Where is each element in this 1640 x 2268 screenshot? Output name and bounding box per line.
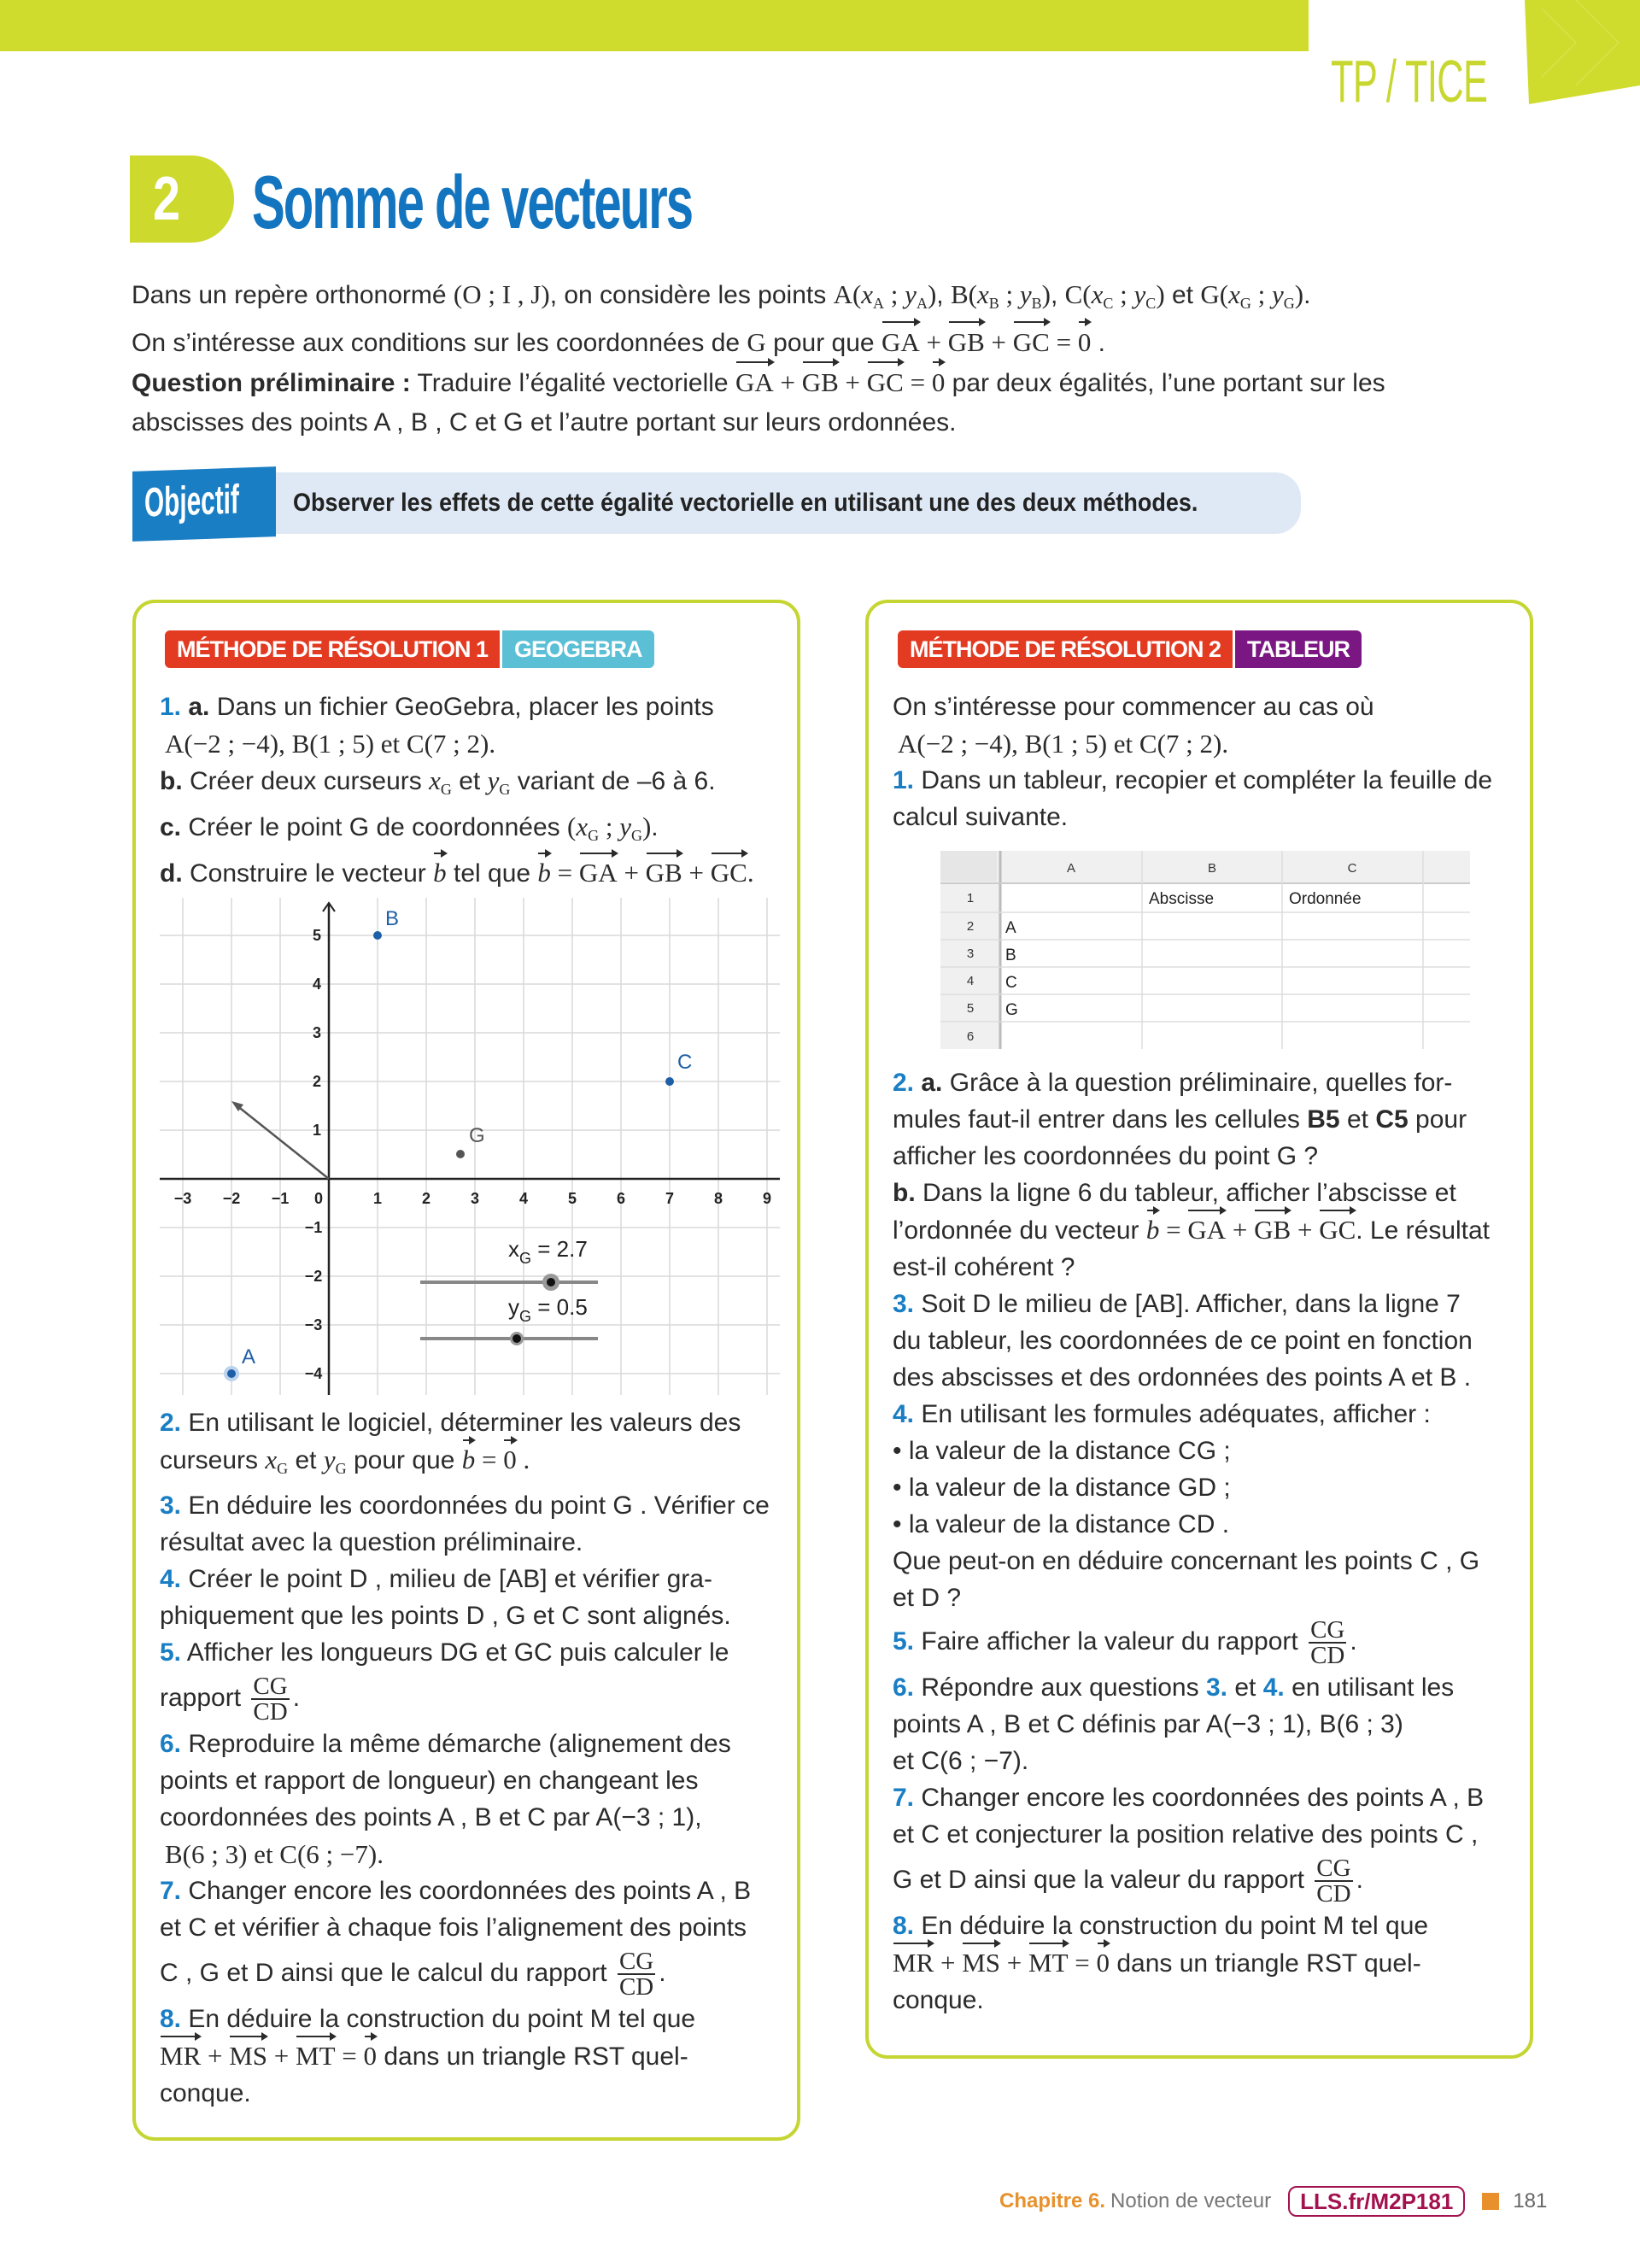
question-1a [160,689,783,725]
question-text: pour que [353,1446,455,1474]
question-text: et C et conjecturer la position relative des points C , [893,1820,1479,1849]
intro-line-4: abscisses des points A , B , C et G et l’autre portant sur leurs ordonnées. [132,408,957,437]
question-8 [160,2001,783,2037]
question-text: est-il cohérent ? [893,1253,1075,1281]
question-1d: d. Construire le vecteur b tel que b = GA + GB + GC. [160,854,783,892]
bullet-item: • la valeur de la distance CD . [893,1510,1230,1538]
svg-text:A: A [1005,919,1016,937]
question-text: conque. [893,1986,984,2014]
method-2-tool-badge: TABLEUR [1235,630,1362,668]
header-accent-bar [0,0,1309,51]
question-6 [160,1726,783,1762]
svg-text:Ordonnée: Ordonnée [1289,890,1362,908]
svg-text:C: C [1005,974,1017,992]
vector-gc: GC [867,363,904,402]
method-1-label: MÉTHODE DE RÉSOLUTION 1 [165,630,500,668]
question-text: phiquement que les points D , G et C sont alignés. [160,1602,731,1630]
question-8-cont: MR + MS + MT = 0 dans un triangle RST quel- [893,1944,1516,1982]
svg-text:3: 3 [470,1190,480,1207]
intro-text-span: par deux égalités, l’une portant sur les [952,369,1385,397]
intro-text-span: et [1171,281,1194,309]
question-text: résultat avec la question préliminaire. [160,1528,583,1556]
svg-text:4: 4 [518,1190,529,1207]
question-number: 3. [893,1290,915,1318]
vector-gc: GC [1013,323,1050,362]
method-2-intro-points: A(−2 ; −4), B(1 ; 5) et C(7 ; 2). [898,729,1229,759]
vector-gb: GB [948,323,985,362]
question-number: 8. [893,1912,915,1940]
svg-text:8: 8 [713,1190,723,1207]
question-text: points A , B et C définis par A(−3 ; 1), B(6 ; 3) [893,1710,1403,1738]
svg-text:−2: −2 [304,1268,323,1285]
question-1a-points: A(−2 ; −4), B(1 ; 5) et C(7 ; 2). [165,729,496,759]
vector-gb: GB [802,363,839,402]
method-1-header [165,630,654,668]
spreadsheet-image [940,851,1470,1049]
question-letter: c. [160,813,182,841]
question-letter: a. [921,1069,943,1097]
vector-zero: 0 [1078,323,1092,362]
vector-equation: GA + GB + GC = 0 [882,327,1091,357]
question-text: En utilisant le logiciel, déterminer les valeurs des [188,1409,741,1437]
intro-line-1: Dans un repère orthonormé (O ; I , J), on considère les points $A(x_A$ ; $y_A$), $B(x_B$ ; $y_B$), $C(x_C$ ; $y_C$) et $G(x_G$ ; $y_G$). [132,279,1311,312]
question-text: En déduire les coordonnées du point G . Vérifier ce [188,1491,770,1520]
question-2b-cont: l’ordonnée du vecteur b = GA + GB + GC. Le résultat [893,1211,1516,1249]
question-1 [893,762,1516,799]
question-number: 2. [893,1069,915,1097]
question-text: tel que [454,859,531,888]
question-2a [893,1064,1516,1101]
exercise-number-badge [130,155,234,243]
bullet-item: • la valeur de la distance CG ; [893,1437,1231,1465]
question-letter: b. [893,1179,916,1207]
page-number: 181 [1513,2189,1548,2212]
method-2-intro: On s’intéresse pour commencer au cas où [893,693,1374,721]
svg-text:5: 5 [312,927,322,944]
svg-text:2: 2 [966,919,975,934]
svg-text:−1: −1 [271,1190,290,1207]
question-number: 4. [893,1400,915,1428]
question-text: C , G et D ainsi que le calcul du rapport [160,1958,607,1987]
svg-text:A: A [242,1345,256,1368]
svg-text:1: 1 [966,891,975,905]
question-text: Répondre aux questions [921,1673,1199,1702]
question-letter: d. [160,859,183,888]
svg-text:C: C [1347,861,1357,876]
question-text: et C et vérifier à chaque fois l’alignement des points [160,1913,747,1942]
method-1-tool-badge: GEOGEBRA [502,630,654,668]
question-text: afficher les coordonnées du point G ? [893,1142,1319,1170]
question-2a-cont [893,1101,1516,1138]
question-3 [160,1487,783,1524]
cell-ref-b5: B5 [1307,1105,1340,1134]
question-3 [893,1286,1516,1322]
intro-line-3 [132,363,1532,403]
svg-text:C: C [677,1051,693,1074]
exercise-number: 2 [152,165,181,233]
question-reference: 3. [1205,1673,1227,1702]
svg-text:5: 5 [966,1001,975,1016]
question-text: points et rapport de longueur) en changeant les [160,1767,699,1795]
question-text: Que peut-on en déduire concernant les points C , G [893,1547,1480,1575]
point-b-coords: $B(x_B$ ; $y_B$) [950,279,1051,312]
svg-text:−2: −2 [222,1190,241,1207]
question-text: En déduire la construction du point M tel que [188,2005,696,2033]
point-a-coords: $A(x_A$ ; $y_A$) [833,279,937,312]
question-number: 3. [160,1491,182,1520]
cell-ref-c5: C5 [1375,1105,1409,1134]
svg-text:1: 1 [312,1122,322,1139]
question-text: Changer encore les coordonnées des points A , B [921,1784,1485,1812]
question-7 [160,1872,783,1909]
question-number: 7. [893,1784,915,1812]
fraction-numerator: CG [1316,1855,1351,1882]
footer-chapter-title: Notion de vecteur [1110,2189,1272,2212]
fraction-denominator: CD [1316,1880,1351,1908]
page-title: Somme de vecteurs [252,160,693,244]
method-2-panel [865,600,1533,2059]
svg-text:4: 4 [312,976,322,993]
preliminary-question-label: Question préliminaire : [132,369,411,397]
objective-banner [132,472,1301,534]
svg-text:xG = 2.7: $x_G = 2.7$ [508,1236,588,1267]
question-text: calcul suivante. [893,803,1069,831]
geogebra-graph [160,898,780,1395]
svg-text:Abscisse: Abscisse [1149,890,1215,908]
question-4 [160,1561,783,1597]
question-text: et C(6 ; −7). [893,1747,1029,1775]
fraction-numerator: CG [618,1948,654,1975]
question-text: Reproduire la même démarche (alignement des [188,1730,731,1758]
intro-text-span: , on considère les points [549,281,827,309]
svg-text:−4: −4 [304,1365,323,1382]
question-text: conque. [160,2079,251,2107]
question-letter: a. [188,693,210,721]
fraction-denominator: CD [618,1973,654,2001]
svg-text:−1: −1 [304,1219,323,1236]
question-2-cont: curseurs $x_G$ et $y_G$ pour que b = 0 . [160,1441,783,1487]
question-number: 1. [160,693,182,721]
question-text: variant de –6 à 6. [517,767,716,795]
question-text: Créer le point G de coordonnées [188,813,560,841]
question-text: B(6 ; 3) et C(6 ; −7). [165,1839,384,1869]
question-text: G et D ainsi que la valeur du rapport [893,1865,1304,1894]
vector-b-arrow [237,1105,329,1179]
svg-text:0: 0 [313,1190,324,1207]
question-2b [893,1175,1516,1211]
question-6 [893,1669,1516,1706]
vector-zero: 0 [932,363,946,402]
svg-text:5: 5 [567,1190,577,1207]
corner-decoration [1525,0,1640,104]
svg-text:G: G [469,1124,485,1147]
method-2-header [898,630,1362,668]
question-1b: b. Créer deux curseurs $x_G$ et $y_G$ variant de –6 à 6. [160,765,716,798]
question-text: l’ordonnée du vecteur [893,1216,1139,1245]
svg-text:3: 3 [966,946,975,961]
svg-text:−3: −3 [173,1190,192,1207]
point-g-coords: $G(x_G$ ; $y_G$) [1200,279,1304,312]
question-number: 8. [160,2005,182,2033]
frame-notation: (O ; I , J) [453,279,550,309]
vector-ga: GA [882,323,920,362]
page-footer [999,2184,1547,2218]
question-number: 6. [160,1730,182,1758]
svg-text:6: 6 [966,1029,975,1044]
question-text: Soit D le milieu de [AB]. Afficher, dans la ligne 7 [921,1290,1461,1318]
svg-text:−3: −3 [304,1316,323,1333]
question-text: pour [1415,1105,1467,1134]
method-2-questions-part1 [893,689,1516,835]
method-1-questions-part1 [160,689,783,892]
svg-text:B: B [1005,946,1016,964]
intro-text-span: Traduire l’égalité vectorielle [417,369,729,397]
question-text: coordonnées des points A , B et C par A(−3 ; 1), [160,1803,702,1831]
question-number: 6. [893,1673,915,1702]
vector-ga: GA [735,363,774,402]
objective-tag-label: Objectif [144,477,239,526]
intro-text [132,275,1532,442]
question-text: dans un triangle RST quel- [384,2042,688,2071]
footer-square-icon [1482,2193,1499,2210]
question-5-cont: rapport $\frac{CG}{CD}$ . [160,1673,301,1726]
bullet-item: • la valeur de la distance GD ; [893,1474,1231,1502]
question-text: Créer le point D , milieu de [AB] et vérifier gra- [188,1565,712,1593]
question-text: du tableur, les coordonnées de ce point en fonction [893,1327,1473,1355]
question-8 [893,1908,1516,1944]
svg-text:A: A [1066,861,1076,876]
question-text: et [1234,1673,1256,1702]
question-text: Construire le vecteur [190,859,426,888]
question-4 [893,1396,1516,1433]
vector-equation: GA + GB + GC = 0 [735,367,945,397]
question-number: 1. [893,766,915,794]
svg-text:2: 2 [312,1073,322,1090]
intro-text-span: Dans un repère orthonormé [132,281,447,309]
svg-text:G: G [1005,1001,1018,1019]
svg-text:9: 9 [762,1190,772,1207]
question-number: 7. [160,1877,182,1905]
svg-text:6: 6 [616,1190,626,1207]
question-number: 2. [160,1409,182,1437]
svg-text:3: 3 [312,1024,322,1041]
question-text: En déduire la construction du point M tel que [921,1912,1429,1940]
svg-text:B: B [385,907,400,930]
question-text: et [459,767,481,795]
intro-text-span: On s’intéresse aux conditions sur les coordonnées de [132,329,741,357]
question-text: Afficher les longueurs DG et GC puis calculer le [186,1638,729,1667]
svg-text:1: 1 [372,1190,383,1207]
question-text: des abscisses et des ordonnées des points A et B . [893,1363,1472,1392]
ratio-fraction [618,1949,655,1999]
svg-text:yG = 0.5: $y_G = 0.5$ [508,1294,588,1325]
question-text: Dans la ligne 6 du tableur, afficher l’abscisse et [922,1179,1456,1207]
question-text: mules faut-il entrer dans les cellules [893,1105,1300,1134]
question-letter: b. [160,767,183,795]
method-2-label: MÉTHODE DE RÉSOLUTION 2 [898,630,1233,668]
footer-resource-link[interactable]: LLS.fr/M2P181 [1288,2186,1465,2217]
objective-text: Observer les effets de cette égalité vectorielle en utilisant une des deux méthodes. [293,489,1198,517]
fraction-denominator: CD [253,1698,288,1726]
question-7 [893,1779,1516,1816]
svg-text:4: 4 [966,974,975,988]
question-1c: c. Créer le point G de coordonnées ($x_G$ ; $y_G$). [160,812,659,844]
section-label: TP / TICE [1331,48,1488,114]
question-text: en utilisant les [1292,1673,1455,1702]
svg-text:2: 2 [421,1190,431,1207]
question-5 [160,1634,783,1671]
point-c-coords: $C(x_C$ ; $y_C$) [1064,279,1165,312]
question-text: rapport [160,1683,242,1712]
question-reference: 4. [1262,1673,1285,1702]
question-text: dans un triangle RST quel- [1116,1949,1421,1978]
question-text: . Le résultat [1356,1216,1491,1245]
intro-text-span: pour que [773,329,875,357]
question-7-cont: G et D ainsi que la valeur du rapport $\frac{CG}{CD}$ . [893,1855,1363,1908]
question-text: Créer deux curseurs [190,767,422,795]
ratio-fraction [1315,1856,1352,1906]
question-text: Dans un fichier GeoGebra, placer les points [216,693,714,721]
ratio-fraction [1309,1618,1346,1667]
method-1-questions-part2 [160,1404,783,2112]
question-number: 5. [160,1638,182,1667]
question-text: Changer encore les coordonnées des points A , B [188,1877,752,1905]
question-text: curseurs [160,1446,259,1474]
method-2-questions-part2 [893,1064,1516,2019]
footer-chapter: Chapitre 6. [999,2189,1106,2212]
question-5: 5. Faire afficher la valeur du rapport $\frac{CG}{CD}$ . [893,1616,1357,1669]
fraction-denominator: CD [1310,1642,1345,1669]
question-text: et D ? [893,1584,962,1612]
method-1-panel [132,600,800,2141]
question-text: Dans un tableur, recopier et compléter la feuille de [921,766,1493,794]
question-number: 4. [160,1565,182,1593]
question-text: et [1346,1105,1368,1134]
objective-tag [132,466,276,542]
question-text: Grâce à la question préliminaire, quelles for- [949,1069,1453,1097]
point-g: G [747,327,766,357]
question-8-cont: MR + MS + MT = 0 dans un triangle RST quel- [160,2037,783,2075]
intro-line-2: On s’intéresse aux conditions sur les coordonnées de G pour que GA + GB + GC = 0 . [132,323,1532,363]
ratio-fraction [251,1674,289,1724]
fraction-numerator: CG [253,1673,288,1700]
question-number: 5. [893,1626,915,1656]
question-7-cont: C , G et D ainsi que le calcul du rapport $\frac{CG}{CD}$ . [160,1948,666,2001]
svg-text:7: 7 [665,1190,675,1207]
question-text: En utilisant les formules adéquates, afficher : [921,1400,1431,1428]
fraction-numerator: CG [1310,1616,1345,1644]
question-text: et [295,1446,317,1474]
question-text: Faire afficher la valeur du rapport [921,1626,1298,1656]
svg-text:B: B [1207,861,1217,876]
